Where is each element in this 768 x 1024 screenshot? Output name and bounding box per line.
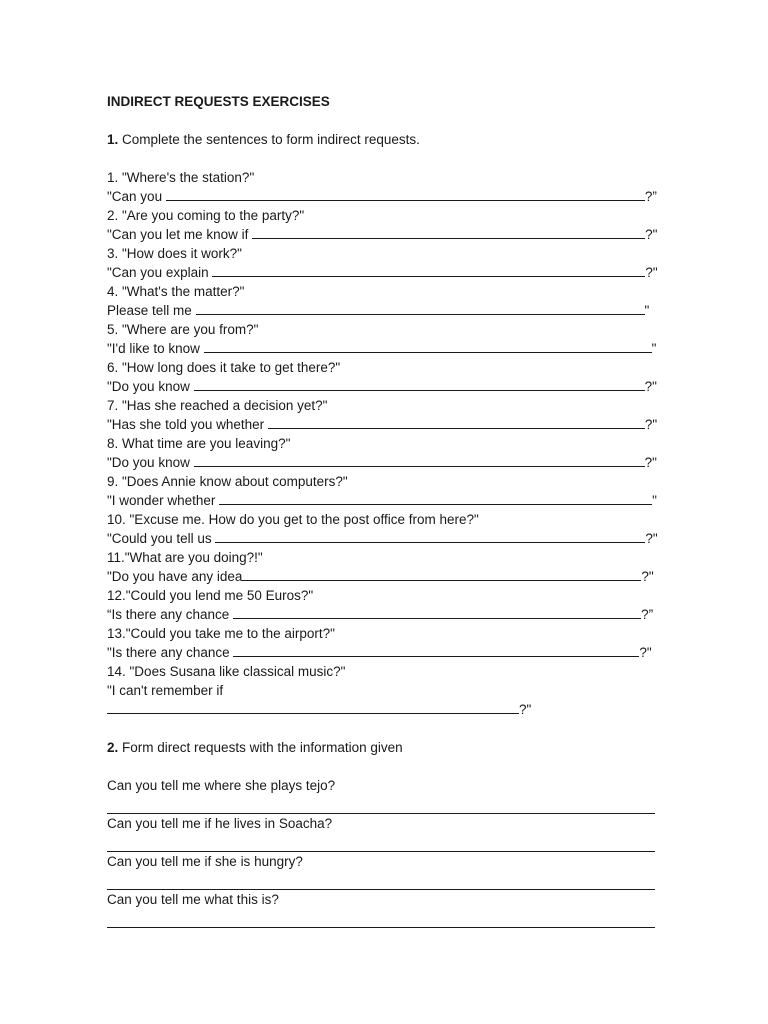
section2-instruction — [107, 738, 667, 757]
answer-line[interactable] — [107, 643, 667, 662]
item-prefix: "Can you let me know if — [107, 227, 253, 242]
section1-item — [107, 206, 667, 244]
item-suffix: ?” — [644, 189, 657, 204]
blank-fill[interactable] — [215, 529, 645, 543]
blank-fill[interactable] — [194, 377, 645, 391]
answer-line[interactable] — [107, 301, 667, 320]
blank-fill[interactable] — [107, 700, 519, 714]
worksheet-title: INDIRECT REQUESTS EXERCISES — [107, 94, 330, 109]
answer-line[interactable] — [107, 491, 667, 510]
item-suffix: ?" — [645, 265, 658, 280]
blank-fill[interactable] — [268, 415, 645, 429]
section1-item — [107, 434, 667, 472]
item-suffix: ?" — [644, 455, 657, 470]
item-prefix: Please tell me — [107, 303, 196, 318]
item-prefix: "Do you have any idea — [107, 569, 243, 584]
section1-item — [107, 396, 667, 434]
section1-instruction-text: Complete the sentences to form indirect requests. — [122, 132, 420, 147]
blank-fill[interactable] — [196, 301, 645, 315]
item-question: 14. "Does Susana like classical music?" — [107, 664, 346, 679]
section2-instruction-text: Form direct requests with the information given — [122, 740, 403, 755]
section1-item — [107, 282, 667, 320]
item-question: 6. "How long does it take to get there?" — [107, 360, 341, 375]
item-prefix: "Do you know — [107, 455, 194, 470]
item-question: 1. "Where's the station?" — [107, 170, 255, 185]
section1-instruction — [107, 130, 667, 149]
answer-line[interactable] — [107, 567, 667, 586]
answer-line[interactable] — [107, 263, 667, 282]
item-prefix: "Do you know — [107, 379, 194, 394]
answer-line[interactable] — [107, 225, 667, 244]
item-suffix: ?" — [639, 645, 652, 660]
item-suffix: ?" — [644, 417, 658, 432]
section1-item — [107, 510, 667, 548]
item-question: 7. "Has she reached a decision yet?" — [107, 398, 328, 413]
blank-fill[interactable] — [252, 225, 645, 239]
section1-item — [107, 244, 667, 282]
item-suffix: " — [652, 493, 657, 508]
blank-fill[interactable] — [204, 339, 652, 353]
item-prefix: "Has she told you whether — [107, 417, 268, 432]
item-prefix: "Can you explain — [107, 265, 213, 280]
section2-number: 2. — [107, 740, 119, 755]
item-question: 12."Could you lend me 50 Euros?" — [107, 588, 314, 603]
answer-line[interactable] — [107, 187, 667, 206]
section1-item — [107, 586, 667, 624]
answer-line[interactable] — [107, 529, 667, 548]
section1-item — [107, 358, 667, 396]
answer-line[interactable] — [107, 795, 655, 814]
blank-fill[interactable] — [194, 453, 645, 467]
answer-line[interactable] — [107, 909, 655, 928]
section2-item — [107, 776, 667, 814]
item-suffix: " — [644, 303, 650, 318]
item-suffix: ?" — [645, 531, 658, 546]
blank-fill[interactable] — [166, 187, 645, 201]
item-prefix: "Could you tell us — [107, 531, 216, 546]
item-suffix: ?" — [641, 569, 654, 584]
section1-item — [107, 624, 667, 662]
section1-item — [107, 472, 667, 510]
blank-fill[interactable] — [219, 491, 652, 505]
item-question: 13."Could you take me to the airport?" — [107, 626, 335, 641]
section1-number: 1. — [107, 132, 119, 147]
item-prefix: "I can't remember if — [107, 683, 224, 698]
section1-item — [107, 168, 667, 206]
item-prefix: "Can you — [107, 189, 166, 204]
item-question: 11."What are you doing?!" — [107, 550, 263, 565]
blank-fill[interactable] — [242, 567, 641, 581]
answer-line[interactable] — [107, 605, 667, 624]
direct-request-prompt: Can you tell me where she plays tejo? — [107, 778, 336, 793]
answer-line[interactable] — [107, 377, 667, 396]
section2-item — [107, 890, 667, 928]
item-suffix: ?" — [644, 379, 657, 394]
direct-request-prompt: Can you tell me if she is hungry? — [107, 854, 303, 869]
item-prefix: "I wonder whether — [107, 493, 220, 508]
section2-item — [107, 814, 667, 852]
direct-request-prompt: Can you tell me if he lives in Soacha? — [107, 816, 333, 831]
worksheet — [107, 92, 667, 928]
item-question: 8. What time are you leaving?" — [107, 436, 291, 451]
item-suffix: ?" — [519, 702, 532, 717]
section2-items — [107, 776, 667, 928]
direct-request-prompt: Can you tell me what this is? — [107, 892, 279, 907]
blank-fill[interactable] — [212, 263, 645, 277]
item-question: 5. "Where are you from?" — [107, 322, 259, 337]
item-suffix: " — [651, 341, 657, 356]
answer-line[interactable] — [107, 415, 667, 434]
blank-fill[interactable] — [233, 605, 641, 619]
item-question: 2. "Are you coming to the party?" — [107, 208, 305, 223]
section1-item — [107, 548, 667, 586]
section1-items — [107, 168, 667, 662]
section1-item — [107, 320, 667, 358]
item-question: 9. "Does Annie know about computers?" — [107, 474, 348, 489]
item-prefix: "Is there any chance — [107, 645, 234, 660]
item-prefix: "I'd like to know — [107, 341, 204, 356]
section2-item — [107, 852, 667, 890]
item-question: 3. "How does it work?" — [107, 246, 242, 261]
section1-item-14 — [107, 662, 667, 719]
answer-line[interactable] — [107, 339, 667, 358]
item-suffix: ?" — [645, 227, 658, 242]
answer-line[interactable] — [107, 700, 667, 719]
answer-line[interactable] — [107, 833, 655, 852]
item-question: 10. "Excuse me. How do you get to the post office from here?" — [107, 512, 479, 527]
answer-line[interactable] — [107, 453, 667, 472]
answer-line[interactable] — [107, 871, 655, 890]
item-suffix: ?” — [641, 607, 654, 622]
blank-fill[interactable] — [233, 643, 639, 657]
item-prefix: “Is there any chance — [107, 607, 234, 622]
item-question: 4. "What's the matter?" — [107, 284, 245, 299]
